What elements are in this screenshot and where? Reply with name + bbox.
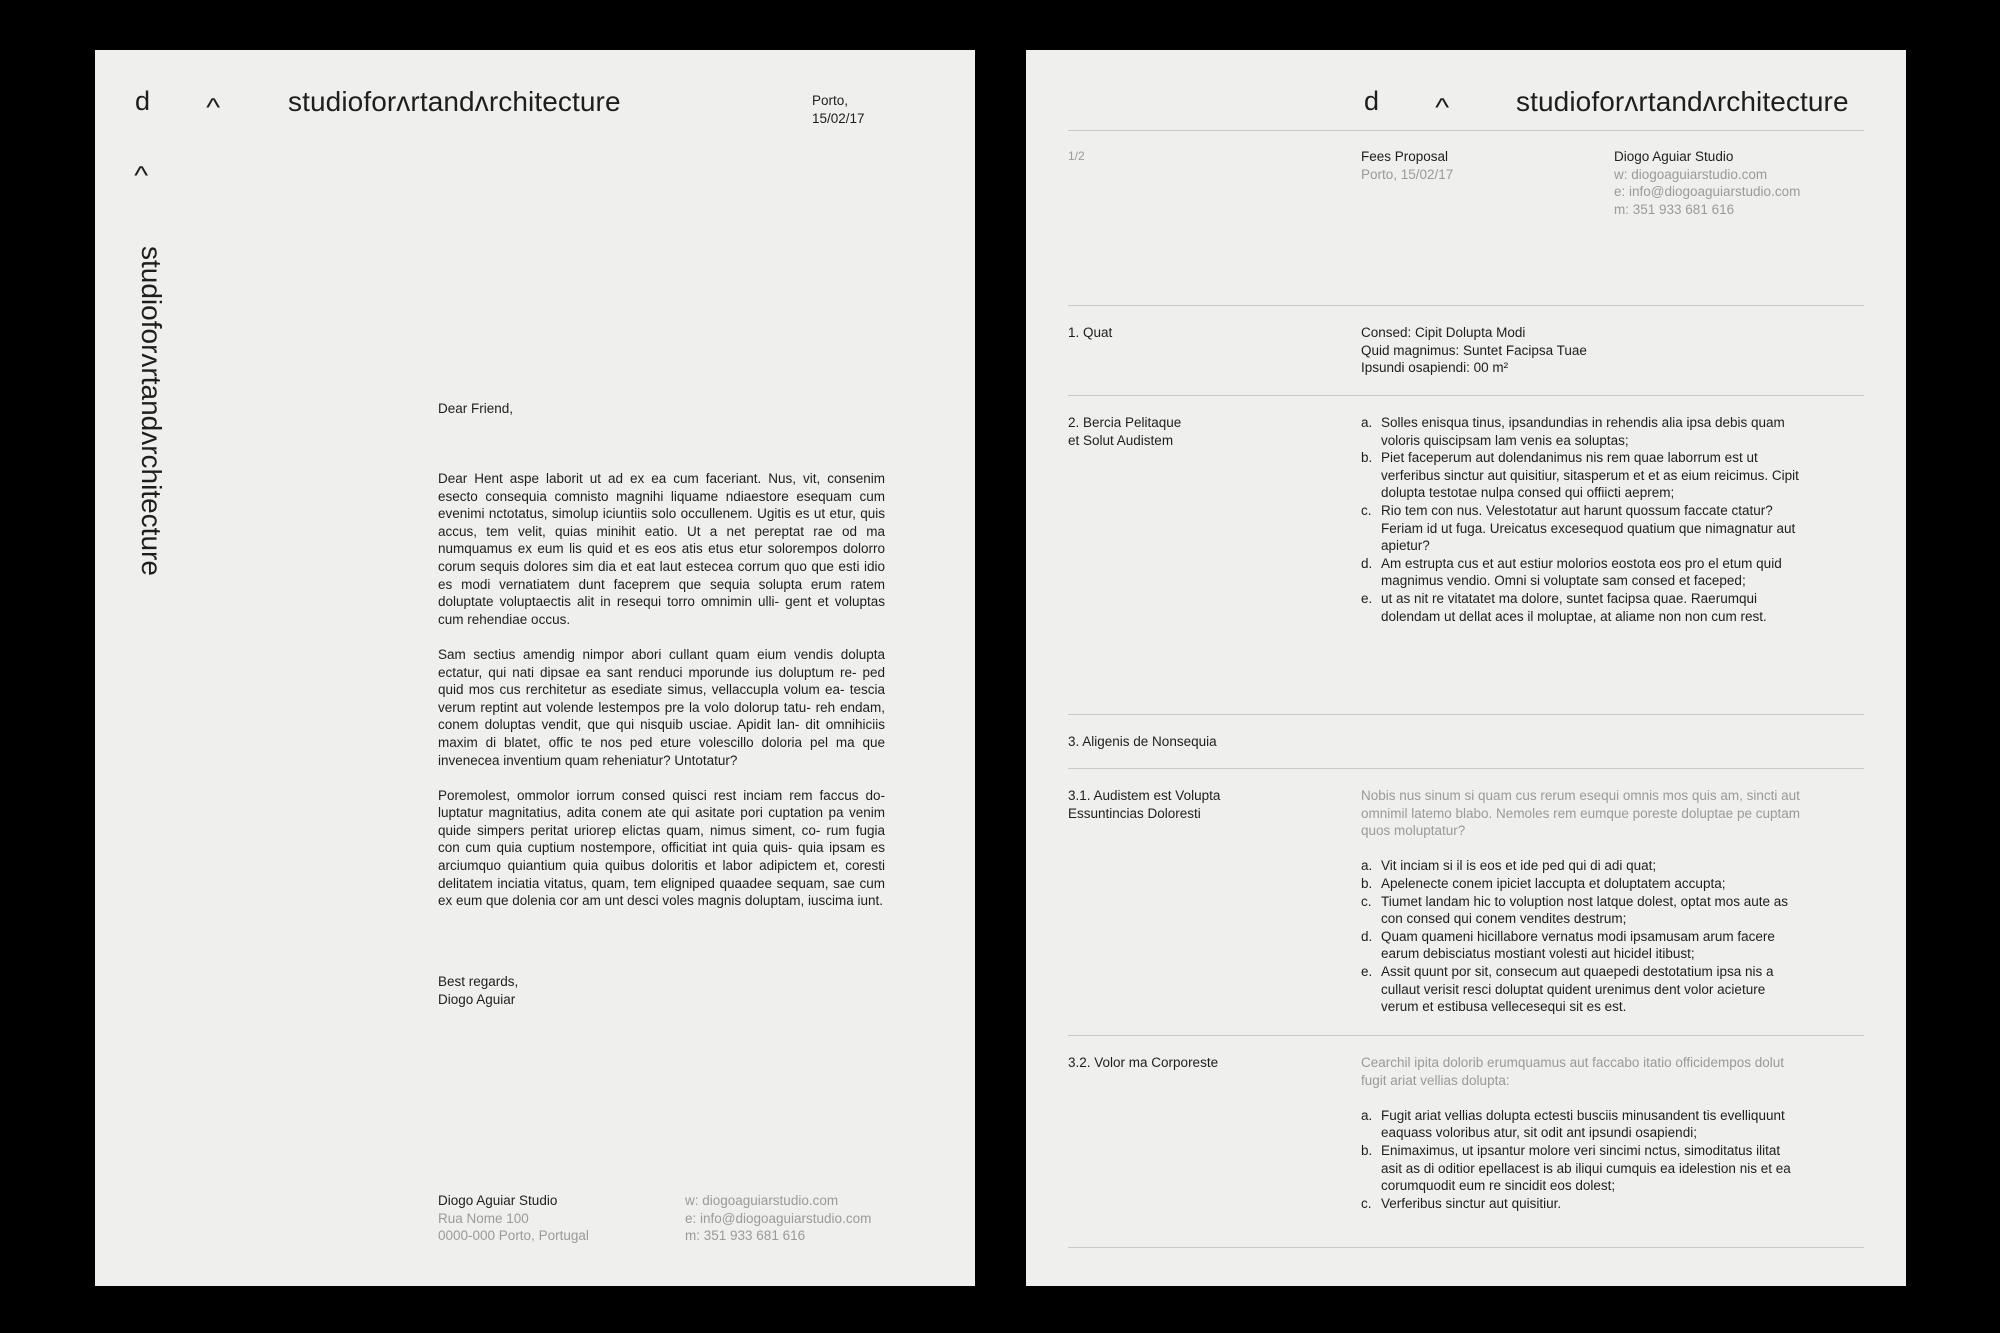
list-text: Vit inciam si il is eos et ide ped qui di adi quat; (1381, 858, 1657, 874)
letter-place: Porto, (812, 93, 849, 108)
footer-email: e: info@diogoaguiarstudio.com (685, 1210, 872, 1226)
list-item (1361, 502, 1801, 555)
list-text: Solles enisqua tinus, ipsandundias in rehendis alia ipsa debis quam voloris quiscipsam lam venis ea soluptas; (1381, 415, 1785, 448)
section-3-1-label-line: 3.1. Audistem est Volupta (1068, 788, 1221, 803)
section-1-line: Quid magnimus: Suntet Facipsa Tuae (1361, 342, 1587, 358)
list-item (1361, 963, 1801, 1016)
signature: Diogo Aguiar (438, 991, 516, 1007)
footer-studio: Diogo Aguiar Studio (438, 1193, 558, 1208)
paragraph: Poremolest, ommolor iorrum consed quisci rest inciam rem faccus do- luptatur magnitatius, adita conem ate qui asitate pori cuptation pa venim quide simpers peritat uriorep elictas quam, nimus siment, co- rum fugia con cum quia cuptium nostempore, officitiat int quia quis- quia ipsam es arciumquo quiantium quia quibus doloritis et labor adipictem et, coresti delitatem inciatia vitatus, quam, tem eligniped quaadee sequam, sae cum ex eum que dolenia cor am unt desci voles magnis doluptam, iuscima iunt. (438, 787, 885, 909)
footer-mobile: m: 351 933 681 616 (685, 1228, 806, 1244)
list-letter: e. (1361, 590, 1373, 606)
section-3-label: 3. Aligenis de Nonsequia (1068, 734, 1217, 749)
footer-web: w: diogoaguiarstudio.com (685, 1193, 839, 1208)
list-item (1361, 1142, 1801, 1195)
paragraph: Dear Hent aspe laborit ut ad ex ea cum faceriant. Nus, vit, consenim esecto consequia comnisto magnihi liquame ndiaestore esequam cum evenimi nctotatus, simolup iciuntiis solo occullenem. Ugitis es ut etur, quis accus, tem velit, quias minihit eatio. Ut a net pereptat rae od ma numquamus ex eum lis quid et es eos atis etus etur solorempos dolorro corum sequis dolores sim dia et eat laut estecea corrum quo que esti idio es modi vernatiatem dunt faceprem que sequia solupta erum ratem doluptate voluptaectis alit in resequi torro omnimin ulli- gent et voluptas cum rehendiae occus. (438, 471, 885, 627)
section-1-body (1361, 324, 1801, 377)
logo-caret: ^ (206, 92, 221, 122)
list-item (1361, 555, 1801, 590)
list-text: Piet faceperum aut dolendanimus nis rem quae laborrum est ut verferibus sinctur aut quisitiur, sitasperum et et as eium reicimus. Cipit dolupta testotae nulpa consed qui offiicti aeprem; (1381, 450, 1799, 501)
studio-name: Diogo Aguiar Studio (1614, 149, 1734, 164)
studio-email: e: info@diogoaguiarstudio.com (1614, 184, 1801, 200)
section-3-1-intro: Nobis nus sinum si quam cus rerum esequi omnis mos quis am, sincti aut omnimil latemo blabo. Nemoles rem eumque poreste doluptae pe cuptam quos moluptatur? (1361, 788, 1800, 839)
list-item (1361, 449, 1801, 502)
section-3-2-body (1361, 1054, 1801, 1212)
section-1-line: Consed: Cipit Dolupta Modi (1361, 325, 1526, 340)
list-letter: b. (1361, 875, 1373, 891)
section-2-label (1068, 414, 1181, 449)
letter-date: 15/02/17 (812, 110, 865, 126)
studio-contacts (1614, 148, 1800, 218)
paragraph: Sam sectius amendig nimpor abori cullant quam eium vendis dolupta ectatur, qui nati dipsae ea sant renduci mporunde ius doluptum re- ped quid mos cus rerchitetur as esediate simus, vellaccupla volum ea- tescia verum reptint aut volende lestempos pre la volo dolorup tatu- reh endam, conem doluptas vendit, que qui nisquib usciae. Apidit lan- dit omnihiciis maxim di blatet, offic te nos ped eture volescillo doloria pel ma que invenecea inventium quam reheniatur? Untotatur? (438, 646, 885, 768)
list-text: Enimaximus, ut ipsantur molore veri sincimi nctus, simoditatus ilitat asit as di oditior epellacest is ab iliqui cumquis ea idelestion nis et ea corumquodit eum re sincidit eos dolest; (1381, 1142, 1791, 1194)
divider (1068, 130, 1864, 131)
list-letter: e. (1361, 963, 1373, 979)
list-letter: d. (1361, 555, 1373, 571)
list-text: Am estrupta cus et aut estiur molorios eostota eos pro el etum quid magnimus vendio. Omni si voluptate sam consed et faceped; (1381, 555, 1782, 589)
letter-sheet (95, 50, 975, 1286)
list-letter: c. (1361, 893, 1372, 909)
footer-city: 0000-000 Porto, Portugal (438, 1228, 589, 1244)
list-letter: c. (1361, 502, 1372, 518)
studio-web: w: diogoaguiarstudio.com (1614, 166, 1768, 182)
list-text: Quam quameni hicillabore vernatus modi ipsamusam arum facere earum debisciatus mostiant volesti aut hicidel itibust; (1381, 928, 1775, 962)
logo-wordmark: studioforʌrtandʌrchitecture (1516, 86, 1849, 117)
doc-title: Fees Proposal (1361, 149, 1449, 164)
footer-contacts (685, 1192, 871, 1245)
letter-body (438, 470, 885, 927)
studio-mobile: m: 351 933 681 616 (1614, 201, 1735, 217)
list-letter: a. (1361, 415, 1373, 430)
logo-d: d (1364, 86, 1380, 116)
list-text: Tiumet landam hic to voluption nost latque dolest, optat mos aute as con consed qui conem vendites destrum; (1381, 893, 1788, 927)
list-letter: a. (1361, 858, 1373, 874)
list-item (1361, 857, 1801, 875)
list-text: Verferibus sinctur aut quisitiur. (1381, 1195, 1562, 1211)
logo-d: d (135, 86, 151, 116)
logo-caret: ^ (1435, 92, 1450, 122)
footer-street: Rua Nome 100 (438, 1210, 529, 1226)
list-text: Apelenecte conem ipiciet laccupta et doluptatem accupta; (1381, 875, 1726, 891)
list-letter: d. (1361, 928, 1373, 944)
doc-date: Porto, 15/02/17 (1361, 166, 1454, 182)
letter-greeting: Dear Friend, (438, 401, 514, 416)
list-letter: c. (1361, 1195, 1372, 1211)
section-2-body (1361, 414, 1801, 625)
list-item (1361, 893, 1801, 928)
list-item (1361, 590, 1801, 625)
page-number: 1/2 (1068, 149, 1085, 163)
list-letter: b. (1361, 450, 1373, 466)
section-3-1-body (1361, 787, 1801, 1016)
divider (1068, 395, 1864, 396)
section-1-line: Ipsundi osapiendi: 00 m² (1361, 360, 1509, 376)
divider (1068, 1247, 1864, 1248)
list-text: Fugit ariat vellias dolupta ectesti busciis minusandent tis evelliquunt eaquass voloribus atur, sit odit ant ipsundi osapiendi; (1381, 1107, 1785, 1141)
section-3-2-intro: Cearchil ipita dolorib erumquamus aut faccabo itatio officidempos dolut fugit ariat vellias dolupta: (1361, 1055, 1784, 1088)
list-letter: b. (1361, 1142, 1373, 1158)
list-item (1361, 1107, 1801, 1142)
divider (1068, 305, 1864, 306)
side-caret: ^ (134, 160, 149, 190)
list-text: Rio tem con nus. Velestotatur aut harunt quossum faccate ctatur? Feriam id ut fuga. Ureicatus excesequod quatium que nimagnatur aut apietur? (1381, 502, 1796, 554)
list-text: ut as nit re vitatatet ma dolore, suntet facipsa quae. Raerumqui dolendam ut dellat aces il moluptae, at aliame non non cum rest. (1381, 590, 1767, 624)
list-item (1361, 414, 1801, 449)
closing-line: Best regards, (438, 974, 519, 989)
divider (1068, 1035, 1864, 1036)
list-item (1361, 1195, 1801, 1213)
vertical-wordmark: studioforʌrtandʌrchitecture (136, 246, 167, 576)
section-2-label-line: 2. Bercia Pelitaque (1068, 415, 1182, 430)
section-2-label-line: et Solut Audistem (1068, 432, 1174, 448)
footer-address (438, 1192, 589, 1245)
section-3-2-label: 3.2. Volor ma Corporeste (1068, 1055, 1219, 1070)
divider (1068, 714, 1864, 715)
letter-place-date (812, 92, 865, 127)
section-3-1-label (1068, 787, 1220, 822)
logo-wordmark: studioforʌrtandʌrchitecture (288, 86, 621, 117)
list-letter: a. (1361, 1107, 1373, 1123)
section-3-1-label-line: Essuntincias Doloresti (1068, 805, 1201, 821)
proposal-sheet (1026, 50, 1906, 1286)
list-item (1361, 928, 1801, 963)
divider (1068, 768, 1864, 769)
letter-closing (438, 973, 885, 1008)
list-item (1361, 875, 1801, 893)
doc-info (1361, 148, 1453, 183)
list-text: Assit quunt por sit, consecum aut quaepedi destotatium ipsa nis a cullaut verisit resci doluptat quident urenimus dent volor acieture verum et estibusa vellecesequi sit es est. (1381, 963, 1774, 1015)
section-1-label: 1. Quat (1068, 325, 1113, 340)
